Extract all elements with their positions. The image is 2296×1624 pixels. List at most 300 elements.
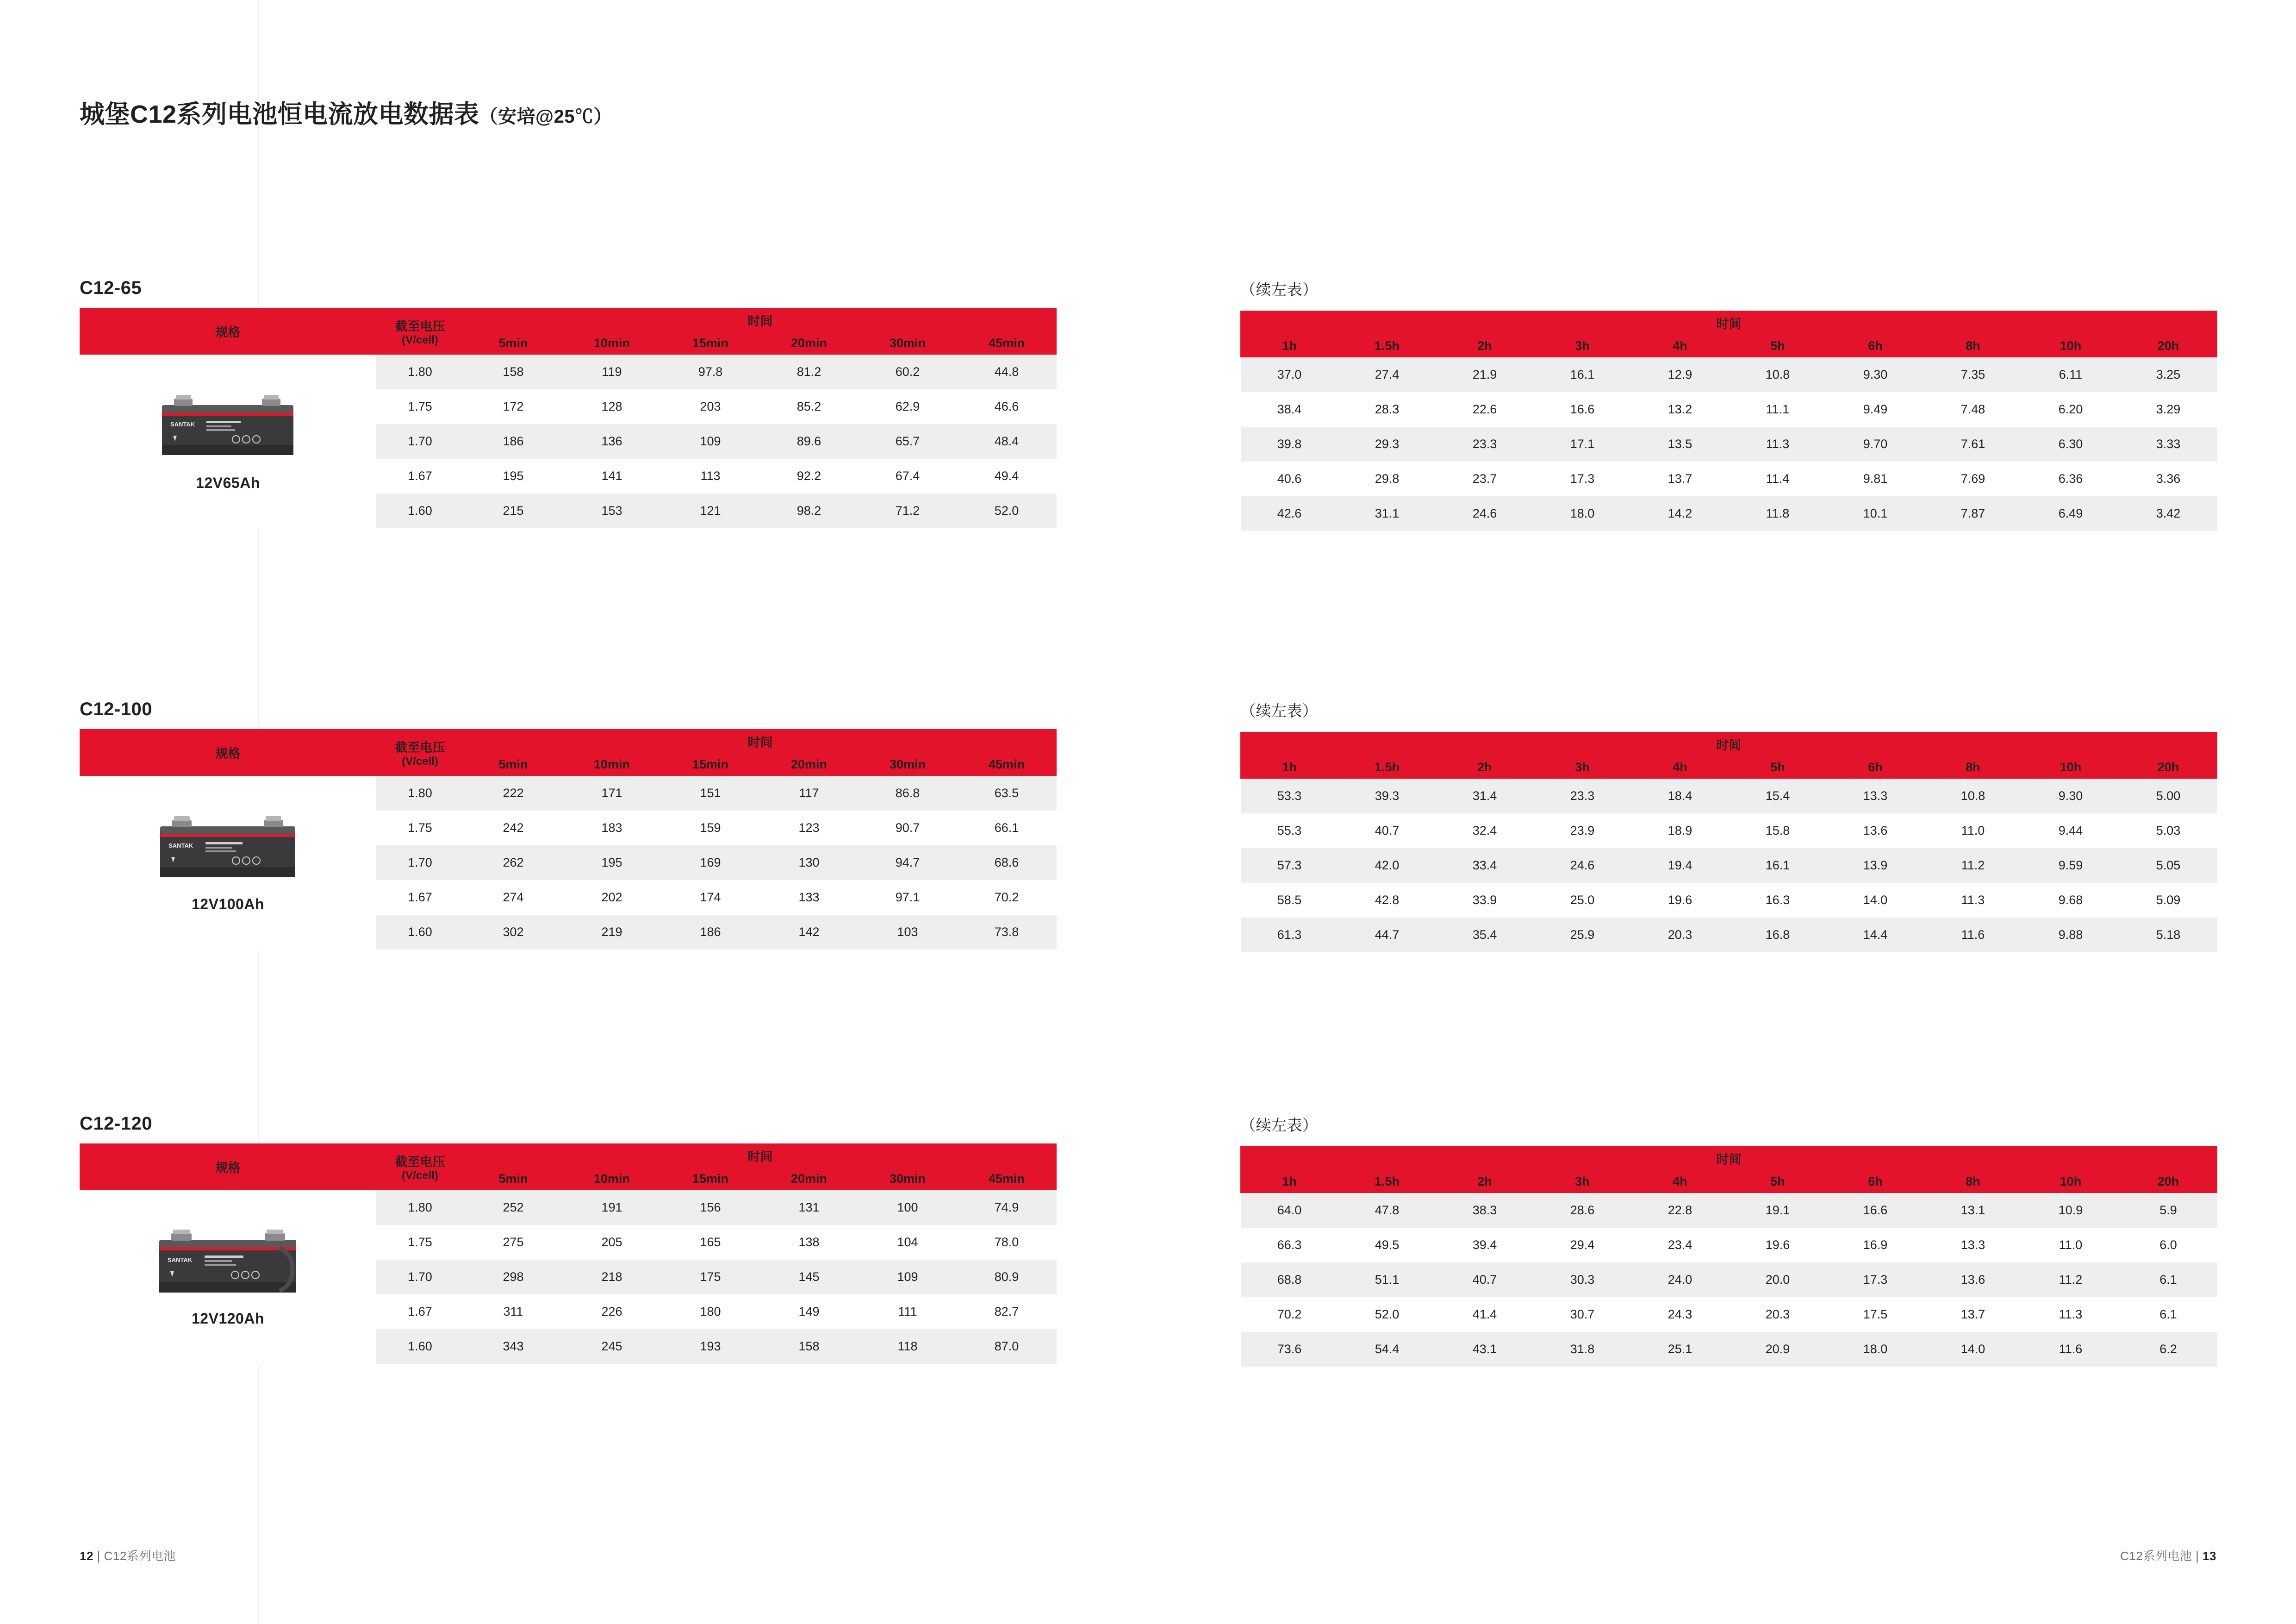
cell-value: 11.0 [1924, 813, 2022, 848]
cell-cutoff: 1.60 [376, 1329, 464, 1364]
col-header-cutoff: 截至电压 (V/cell) [376, 730, 464, 776]
cell-value: 25.0 [1534, 883, 1631, 918]
cell-value: 30.7 [1534, 1297, 1631, 1332]
cell-value: 51.1 [1338, 1262, 1436, 1297]
cell-value: 7.61 [1924, 427, 2022, 462]
cell-value: 262 [464, 845, 563, 880]
cell-value: 46.6 [957, 389, 1057, 424]
cell-value: 9.59 [2022, 848, 2120, 883]
cell-value: 171 [563, 776, 661, 811]
cell-value: 9.70 [1827, 427, 1924, 462]
cell-value: 7.69 [1924, 462, 2022, 496]
cell-value: 128 [563, 389, 661, 424]
section-c12-65-left [80, 278, 1057, 528]
cell-value: 121 [661, 493, 760, 528]
cell-value: 9.81 [1827, 462, 1924, 496]
col-header-20h: 20h [2120, 1170, 2217, 1193]
section-c12-65-right [1240, 278, 2217, 531]
cell-value: 109 [661, 424, 760, 459]
cell-value: 3.33 [2120, 427, 2217, 462]
cell-value: 27.4 [1338, 357, 1436, 393]
cell-value: 275 [464, 1225, 563, 1260]
cell-value: 111 [859, 1294, 957, 1329]
col-header-10min: 10min [563, 753, 661, 776]
cell-value: 3.36 [2120, 462, 2217, 496]
cell-value: 16.8 [1729, 918, 1827, 952]
cell-value: 158 [760, 1329, 859, 1364]
cell-value: 193 [661, 1329, 760, 1364]
table-row [1241, 357, 2217, 393]
footer-left-page-number: 12 [80, 1549, 93, 1563]
col-header-20min: 20min [760, 753, 859, 776]
cell-cutoff: 1.60 [376, 915, 464, 949]
cell-value: 13.6 [1924, 1262, 2022, 1297]
col-header-8h: 8h [1924, 1170, 2022, 1193]
col-header-time: 时间 [1241, 311, 2217, 335]
col-header-time: 时间 [1241, 732, 2217, 756]
cell-value: 149 [760, 1294, 859, 1329]
cell-value: 70.2 [957, 880, 1057, 915]
cell-value: 23.3 [1436, 427, 1534, 462]
cell-value: 20.9 [1729, 1332, 1827, 1367]
cell-value: 13.6 [1827, 813, 1924, 848]
col-header-4h: 4h [1631, 756, 1729, 779]
cell-value: 57.3 [1241, 848, 1338, 883]
col-header-3h: 3h [1534, 335, 1631, 357]
cell-value: 5.9 [2120, 1193, 2217, 1228]
col-header-20min: 20min [760, 332, 859, 355]
discharge-table-c12-65-left [80, 308, 1057, 528]
cell-cutoff: 1.67 [376, 1294, 464, 1329]
cell-value: 67.4 [859, 459, 957, 493]
cell-value: 104 [859, 1225, 957, 1260]
cell-cutoff: 1.75 [376, 811, 464, 845]
col-header-1h: 1h [1241, 335, 1338, 357]
footer-right-page-number: 13 [2203, 1549, 2216, 1563]
cell-value: 9.68 [2022, 883, 2120, 918]
cell-value: 6.1 [2120, 1262, 2217, 1297]
cell-value: 16.6 [1827, 1193, 1924, 1228]
cell-value: 180 [661, 1294, 760, 1329]
cell-value: 66.1 [957, 811, 1057, 845]
cell-value: 118 [859, 1329, 957, 1364]
cell-value: 22.8 [1631, 1193, 1729, 1228]
cell-value: 78.0 [957, 1225, 1057, 1260]
cell-value: 11.6 [2022, 1332, 2120, 1367]
cell-value: 119 [563, 355, 661, 390]
cell-value: 70.2 [1241, 1297, 1338, 1332]
table-row [1241, 918, 2217, 952]
cell-value: 18.4 [1631, 779, 1729, 814]
discharge-table-c12-65-right [1240, 311, 2217, 531]
cell-value: 11.1 [1729, 392, 1827, 427]
cell-value: 23.4 [1631, 1228, 1729, 1262]
cell-value: 73.6 [1241, 1332, 1338, 1367]
cell-cutoff: 1.80 [376, 355, 464, 390]
cell-value: 37.0 [1241, 357, 1338, 393]
cell-value: 6.49 [2022, 496, 2120, 531]
col-header-spec: 规格 [80, 1144, 376, 1190]
cell-cutoff: 1.70 [376, 845, 464, 880]
cell-value: 142 [760, 915, 859, 949]
cell-value: 68.6 [957, 845, 1057, 880]
table-row [1241, 462, 2217, 496]
table-row [80, 355, 1057, 390]
col-header-time: 时间 [464, 308, 1057, 332]
col-header-30min: 30min [859, 1168, 957, 1190]
cell-value: 242 [464, 811, 563, 845]
cell-value: 226 [563, 1294, 661, 1329]
cell-value: 16.1 [1729, 848, 1827, 883]
cell-value: 17.3 [1827, 1262, 1924, 1297]
col-header-20h: 20h [2120, 335, 2217, 357]
cell-value: 7.87 [1924, 496, 2022, 531]
col-header-8h: 8h [1924, 756, 2022, 779]
cell-value: 274 [464, 880, 563, 915]
cell-value: 18.0 [1827, 1332, 1924, 1367]
cell-value: 42.0 [1338, 848, 1436, 883]
cell-value: 52.0 [1338, 1297, 1436, 1332]
cell-value: 302 [464, 915, 563, 949]
cell-value: 35.4 [1436, 918, 1534, 952]
cell-value: 25.1 [1631, 1332, 1729, 1367]
cell-value: 25.9 [1534, 918, 1631, 952]
cell-value: 33.9 [1436, 883, 1534, 918]
cell-value: 7.48 [1924, 392, 2022, 427]
col-header-5h: 5h [1729, 335, 1827, 357]
cell-value: 10.9 [2022, 1193, 2120, 1228]
cell-value: 47.8 [1338, 1193, 1436, 1228]
col-header-2h: 2h [1436, 1170, 1534, 1193]
col-header-spec: 规格 [80, 308, 376, 355]
cell-value: 61.3 [1241, 918, 1338, 952]
cell-value: 219 [563, 915, 661, 949]
table-row [1241, 779, 2217, 814]
cell-cutoff: 1.75 [376, 1225, 464, 1260]
table-row [1241, 496, 2217, 531]
cell-value: 39.8 [1241, 427, 1338, 462]
col-header-10h: 10h [2022, 335, 2120, 357]
cell-value: 11.8 [1729, 496, 1827, 531]
cell-value: 218 [563, 1260, 661, 1294]
table-row [1241, 392, 2217, 427]
table-row [1241, 848, 2217, 883]
cell-value: 9.88 [2022, 918, 2120, 952]
cell-value: 85.2 [760, 389, 859, 424]
cell-value: 343 [464, 1329, 563, 1364]
page-title-main: 城堡C12系列电池恒电流放电数据表 [80, 100, 479, 129]
cell-value: 31.4 [1436, 779, 1534, 814]
continued-label-c12-100: （续左表） [1240, 702, 1318, 719]
cell-value: 3.29 [2120, 392, 2217, 427]
col-header-2h: 2h [1436, 335, 1534, 357]
cell-value: 82.7 [957, 1294, 1057, 1329]
cell-value: 13.2 [1631, 392, 1729, 427]
col-header-6h: 6h [1827, 1170, 1924, 1193]
col-header-1_5h: 1.5h [1338, 335, 1436, 357]
cell-value: 13.1 [1924, 1193, 2022, 1228]
cell-value: 49.5 [1338, 1228, 1436, 1262]
cell-value: 48.4 [957, 424, 1057, 459]
cell-value: 15.8 [1729, 813, 1827, 848]
cell-value: 7.35 [1924, 357, 2022, 393]
cell-value: 97.8 [661, 355, 760, 390]
col-header-10h: 10h [2022, 756, 2120, 779]
cell-value: 24.3 [1631, 1297, 1729, 1332]
cell-value: 11.2 [1924, 848, 2022, 883]
cell-value: 87.0 [957, 1329, 1057, 1364]
col-header-10min: 10min [563, 1168, 661, 1190]
col-header-45min: 45min [957, 332, 1057, 355]
col-header-15min: 15min [661, 332, 760, 355]
cell-value: 71.2 [859, 493, 957, 528]
col-header-5min: 5min [464, 753, 563, 776]
section-c12-100-left [80, 699, 1057, 949]
section-c12-120-right [1240, 1113, 2217, 1367]
col-header-45min: 45min [957, 753, 1057, 776]
cell-value: 186 [464, 424, 563, 459]
table-row [1241, 1228, 2217, 1262]
cell-value: 24.6 [1436, 496, 1534, 531]
col-header-5h: 5h [1729, 1170, 1827, 1193]
col-header-1_5h: 1.5h [1338, 756, 1436, 779]
cell-value: 252 [464, 1190, 563, 1225]
cell-value: 13.7 [1924, 1297, 2022, 1332]
cell-value: 58.5 [1241, 883, 1338, 918]
battery-image-cell [80, 355, 376, 529]
cell-value: 141 [563, 459, 661, 493]
col-header-cutoff: 截至电压 (V/cell) [376, 308, 464, 355]
cell-value: 103 [859, 915, 957, 949]
cell-value: 195 [464, 459, 563, 493]
cell-value: 133 [760, 880, 859, 915]
cell-value: 20.3 [1729, 1297, 1827, 1332]
cell-cutoff: 1.80 [376, 1190, 464, 1225]
cell-value: 17.5 [1827, 1297, 1924, 1332]
cell-value: 24.0 [1631, 1262, 1729, 1297]
cell-cutoff: 1.60 [376, 493, 464, 528]
cell-value: 100 [859, 1190, 957, 1225]
col-header-15min: 15min [661, 753, 760, 776]
cell-value: 3.42 [2120, 496, 2217, 531]
cell-value: 151 [661, 776, 760, 811]
footer-right [2120, 1547, 2216, 1564]
battery-model-label: 12V65Ah [196, 475, 260, 491]
cell-value: 74.9 [957, 1190, 1057, 1225]
cell-value: 13.7 [1631, 462, 1729, 496]
cell-value: 145 [760, 1260, 859, 1294]
cell-value: 10.1 [1827, 496, 1924, 531]
cell-value: 9.30 [1827, 357, 1924, 393]
col-header-1h: 1h [1241, 756, 1338, 779]
cell-value: 3.25 [2120, 357, 2217, 393]
svg-text:SANTAK: SANTAK [168, 842, 193, 849]
col-header-2h: 2h [1436, 756, 1534, 779]
cell-value: 42.6 [1241, 496, 1338, 531]
cell-cutoff: 1.67 [376, 459, 464, 493]
battery-model-label: 12V120Ah [192, 1310, 264, 1327]
cell-value: 11.3 [1924, 883, 2022, 918]
cell-value: 49.4 [957, 459, 1057, 493]
cell-value: 23.3 [1534, 779, 1631, 814]
cell-value: 6.20 [2022, 392, 2120, 427]
cell-value: 29.3 [1338, 427, 1436, 462]
cell-value: 43.1 [1436, 1332, 1534, 1367]
cell-value: 311 [464, 1294, 563, 1329]
cell-value: 33.4 [1436, 848, 1534, 883]
cell-value: 92.2 [760, 459, 859, 493]
section-label-c12-120: C12-120 [80, 1113, 152, 1134]
cell-value: 191 [563, 1190, 661, 1225]
cell-value: 21.9 [1436, 357, 1534, 393]
battery-image-cell [80, 1190, 376, 1364]
cell-value: 60.2 [859, 355, 957, 390]
section-label-c12-100: C12-100 [80, 699, 152, 719]
cell-value: 183 [563, 811, 661, 845]
cell-value: 11.0 [2022, 1228, 2120, 1262]
section-c12-120-left [80, 1113, 1057, 1364]
cell-value: 5.00 [2120, 779, 2217, 814]
cell-value: 16.9 [1827, 1228, 1924, 1262]
col-header-time: 时间 [464, 1144, 1057, 1168]
cell-value: 6.2 [2120, 1332, 2217, 1367]
cell-value: 123 [760, 811, 859, 845]
col-header-4h: 4h [1631, 1170, 1729, 1193]
table-row [1241, 883, 2217, 918]
col-header-5min: 5min [464, 1168, 563, 1190]
cell-value: 16.3 [1729, 883, 1827, 918]
cell-value: 13.3 [1924, 1228, 2022, 1262]
cell-value: 13.5 [1631, 427, 1729, 462]
section-c12-100-right [1240, 699, 2217, 952]
col-header-spec: 规格 [80, 730, 376, 776]
cell-value: 81.2 [760, 355, 859, 390]
cell-value: 18.9 [1631, 813, 1729, 848]
cell-value: 80.9 [957, 1260, 1057, 1294]
cell-value: 16.1 [1534, 357, 1631, 393]
cell-value: 17.3 [1534, 462, 1631, 496]
cell-value: 136 [563, 424, 661, 459]
cell-value: 89.6 [760, 424, 859, 459]
battery-model-label: 12V100Ah [192, 896, 264, 912]
discharge-table-c12-100-left [80, 729, 1057, 949]
cell-value: 19.6 [1729, 1228, 1827, 1262]
battery-image-cell [80, 776, 376, 950]
cell-value: 20.0 [1729, 1262, 1827, 1297]
col-header-4h: 4h [1631, 335, 1729, 357]
cell-value: 130 [760, 845, 859, 880]
table-row [80, 1190, 1057, 1225]
cell-value: 22.6 [1436, 392, 1534, 427]
cell-value: 5.05 [2120, 848, 2217, 883]
cell-value: 14.4 [1827, 918, 1924, 952]
cell-value: 90.7 [859, 811, 957, 845]
cell-value: 6.30 [2022, 427, 2120, 462]
section-label-c12-65: C12-65 [80, 278, 142, 298]
cell-value: 39.3 [1338, 779, 1436, 814]
cell-value: 138 [760, 1225, 859, 1260]
cell-value: 38.3 [1436, 1193, 1534, 1228]
cell-value: 12.9 [1631, 357, 1729, 393]
cell-value: 298 [464, 1260, 563, 1294]
cell-value: 29.8 [1338, 462, 1436, 496]
cell-value: 86.8 [859, 776, 957, 811]
cell-value: 20.3 [1631, 918, 1729, 952]
cell-value: 23.9 [1534, 813, 1631, 848]
cell-value: 159 [661, 811, 760, 845]
col-header-6h: 6h [1827, 756, 1924, 779]
col-header-cutoff: 截至电压 (V/cell) [376, 1144, 464, 1190]
cell-value: 13.3 [1827, 779, 1924, 814]
cell-value: 40.7 [1436, 1262, 1534, 1297]
cell-cutoff: 1.75 [376, 389, 464, 424]
table-row [1241, 1193, 2217, 1228]
cell-value: 13.9 [1827, 848, 1924, 883]
cell-value: 40.6 [1241, 462, 1338, 496]
cell-value: 109 [859, 1260, 957, 1294]
col-header-1_5h: 1.5h [1338, 1170, 1436, 1193]
cell-cutoff: 1.70 [376, 1260, 464, 1294]
cell-value: 16.6 [1534, 392, 1631, 427]
cell-value: 28.3 [1338, 392, 1436, 427]
footer-left-text: | C12系列电池 [97, 1549, 176, 1563]
cell-value: 55.3 [1241, 813, 1338, 848]
svg-text:SANTAK: SANTAK [167, 1256, 192, 1263]
cell-value: 29.4 [1534, 1228, 1631, 1262]
cell-value: 28.6 [1534, 1193, 1631, 1228]
cell-value: 195 [563, 845, 661, 880]
cell-value: 14.0 [1827, 883, 1924, 918]
cell-value: 44.8 [957, 355, 1057, 390]
cell-value: 14.0 [1924, 1332, 2022, 1367]
cell-value: 205 [563, 1225, 661, 1260]
cell-value: 65.7 [859, 424, 957, 459]
cell-value: 97.1 [859, 880, 957, 915]
col-header-3h: 3h [1534, 756, 1631, 779]
cell-value: 113 [661, 459, 760, 493]
table-row [80, 776, 1057, 811]
svg-text:SANTAK: SANTAK [170, 421, 195, 428]
cell-value: 54.4 [1338, 1332, 1436, 1367]
cell-value: 39.4 [1436, 1228, 1534, 1262]
cell-value: 62.9 [859, 389, 957, 424]
cell-value: 175 [661, 1260, 760, 1294]
battery-icon [152, 1225, 305, 1304]
cell-value: 117 [760, 776, 859, 811]
footer-left [80, 1547, 176, 1564]
cell-value: 98.2 [760, 493, 859, 528]
cell-value: 5.03 [2120, 813, 2217, 848]
cell-value: 245 [563, 1329, 661, 1364]
col-header-time: 时间 [464, 730, 1057, 753]
col-header-45min: 45min [957, 1168, 1057, 1190]
battery-icon [152, 811, 305, 889]
col-header-1h: 1h [1241, 1170, 1338, 1193]
discharge-table-c12-120-right [1240, 1146, 2217, 1367]
cell-value: 169 [661, 845, 760, 880]
cell-cutoff: 1.70 [376, 424, 464, 459]
cell-value: 6.11 [2022, 357, 2120, 393]
col-header-time: 时间 [1241, 1147, 2217, 1170]
cell-value: 202 [563, 880, 661, 915]
col-header-30min: 30min [859, 753, 957, 776]
col-header-5h: 5h [1729, 756, 1827, 779]
col-header-8h: 8h [1924, 335, 2022, 357]
cell-value: 9.30 [2022, 779, 2120, 814]
cell-value: 186 [661, 915, 760, 949]
cell-value: 15.4 [1729, 779, 1827, 814]
cell-value: 23.7 [1436, 462, 1534, 496]
